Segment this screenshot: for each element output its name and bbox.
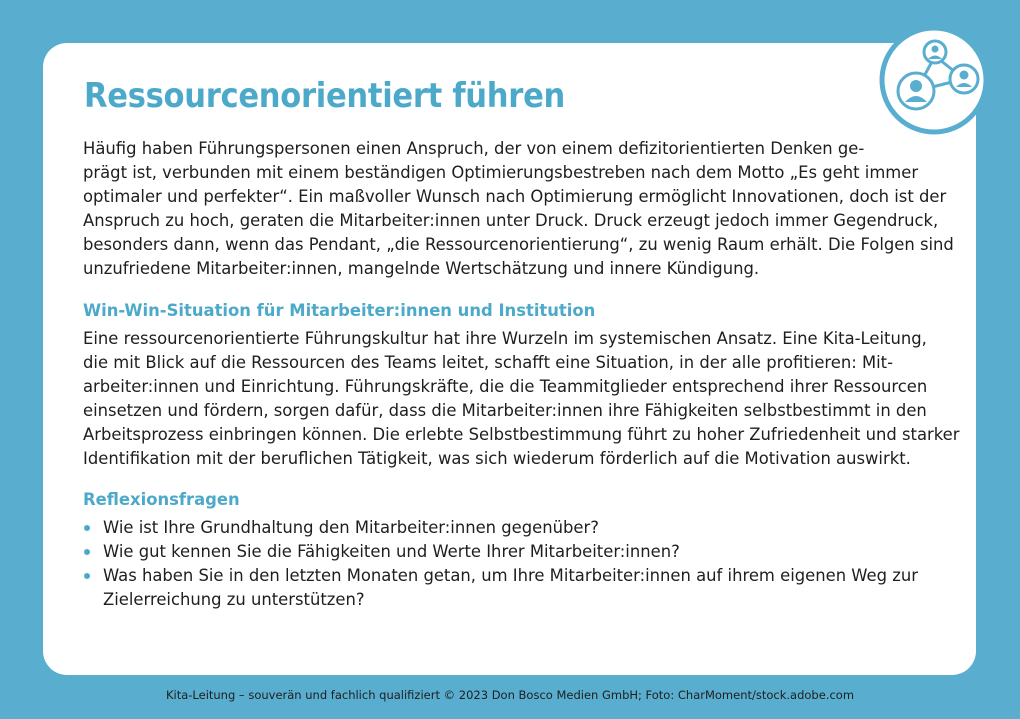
text-line: Arbeitsprozess einbringen können. Die erlebte Selbstbestimmung führt zu hoher Zufriedenheit und starker xyxy=(83,425,960,444)
section-heading-reflexionsfragen: Reflexionsfragen xyxy=(83,490,240,509)
page-title: Ressourcenorientiert führen xyxy=(84,76,565,116)
text-line: Identifikation mit der beruflichen Tätigkeit, was sich wiederum förderlich auf die Motivation auswirkt. xyxy=(83,449,911,468)
text-line: optimaler und perfekter“. Ein maßvoller Wunsch nach Optimierung ermöglicht Innovationen, doch ist der xyxy=(83,187,947,206)
text-line: Eine ressourcenorientierte Führungskultur hat ihre Wurzeln im systemischen Ansatz. Eine Kita-Leitung, xyxy=(83,329,927,348)
question-list xyxy=(83,516,943,612)
footer-credit: Kita-Leitung – souverän und fachlich qualifiziert © 2023 Don Bosco Medien GmbH; Foto: CharMoment/stock.adobe.com xyxy=(165,688,855,702)
list-item xyxy=(83,564,943,612)
bullet-icon xyxy=(84,573,90,579)
list-item xyxy=(83,516,943,540)
question-text: Was haben Sie in den letzten Monaten getan, um Ihre Mitarbeiter:innen auf ihrem eigenen Weg zur xyxy=(103,566,918,585)
team-network-icon xyxy=(878,24,990,136)
text-line: unzufriedene Mitarbeiter:innen, mangelnde Wertschätzung und innere Kündigung. xyxy=(83,259,760,278)
section-heading-win-win: Win-Win-Situation für Mitarbeiter:innen und Institution xyxy=(83,301,596,320)
text-line: prägt ist, verbunden mit einem beständigen Optimierungsbestreben nach dem Motto „Es geht immer xyxy=(83,163,919,182)
win-win-paragraph xyxy=(83,327,960,471)
question-text: Zielerreichung zu unterstützen? xyxy=(103,590,365,609)
text-line: einsetzen und fördern, sorgen dafür, dass die Mitarbeiter:innen ihre Fähigkeiten selbstbestimmt in den xyxy=(83,401,927,420)
intro-paragraph xyxy=(83,137,954,281)
question-text: Wie ist Ihre Grundhaltung den Mitarbeiter:innen gegenüber? xyxy=(103,518,599,537)
bullet-icon xyxy=(84,525,90,531)
text-line: Anspruch zu hoch, geraten die Mitarbeiter:innen unter Druck. Druck erzeugt jedoch immer Gegendruck, xyxy=(83,211,939,230)
text-line: arbeiter:innen und Einrichtung. Führungskräfte, die die Teammitglieder entsprechend ihrer Ressourcen xyxy=(83,377,928,396)
bullet-icon xyxy=(84,549,90,555)
text-line: Häufig haben Führungspersonen einen Anspruch, der von einem defizitorientierten Denken ge- xyxy=(83,139,865,158)
text-line: besonders dann, wenn das Pendant, „die Ressourcenorientierung“, zu wenig Raum erhält. Die Folgen sind xyxy=(83,235,954,254)
text-line: die mit Blick auf die Ressourcen des Teams leitet, schafft eine Situation, in der alle profitieren: Mit- xyxy=(83,353,894,372)
question-text: Wie gut kennen Sie die Fähigkeiten und Werte Ihrer Mitarbeiter:innen? xyxy=(103,542,680,561)
list-item xyxy=(83,540,943,564)
